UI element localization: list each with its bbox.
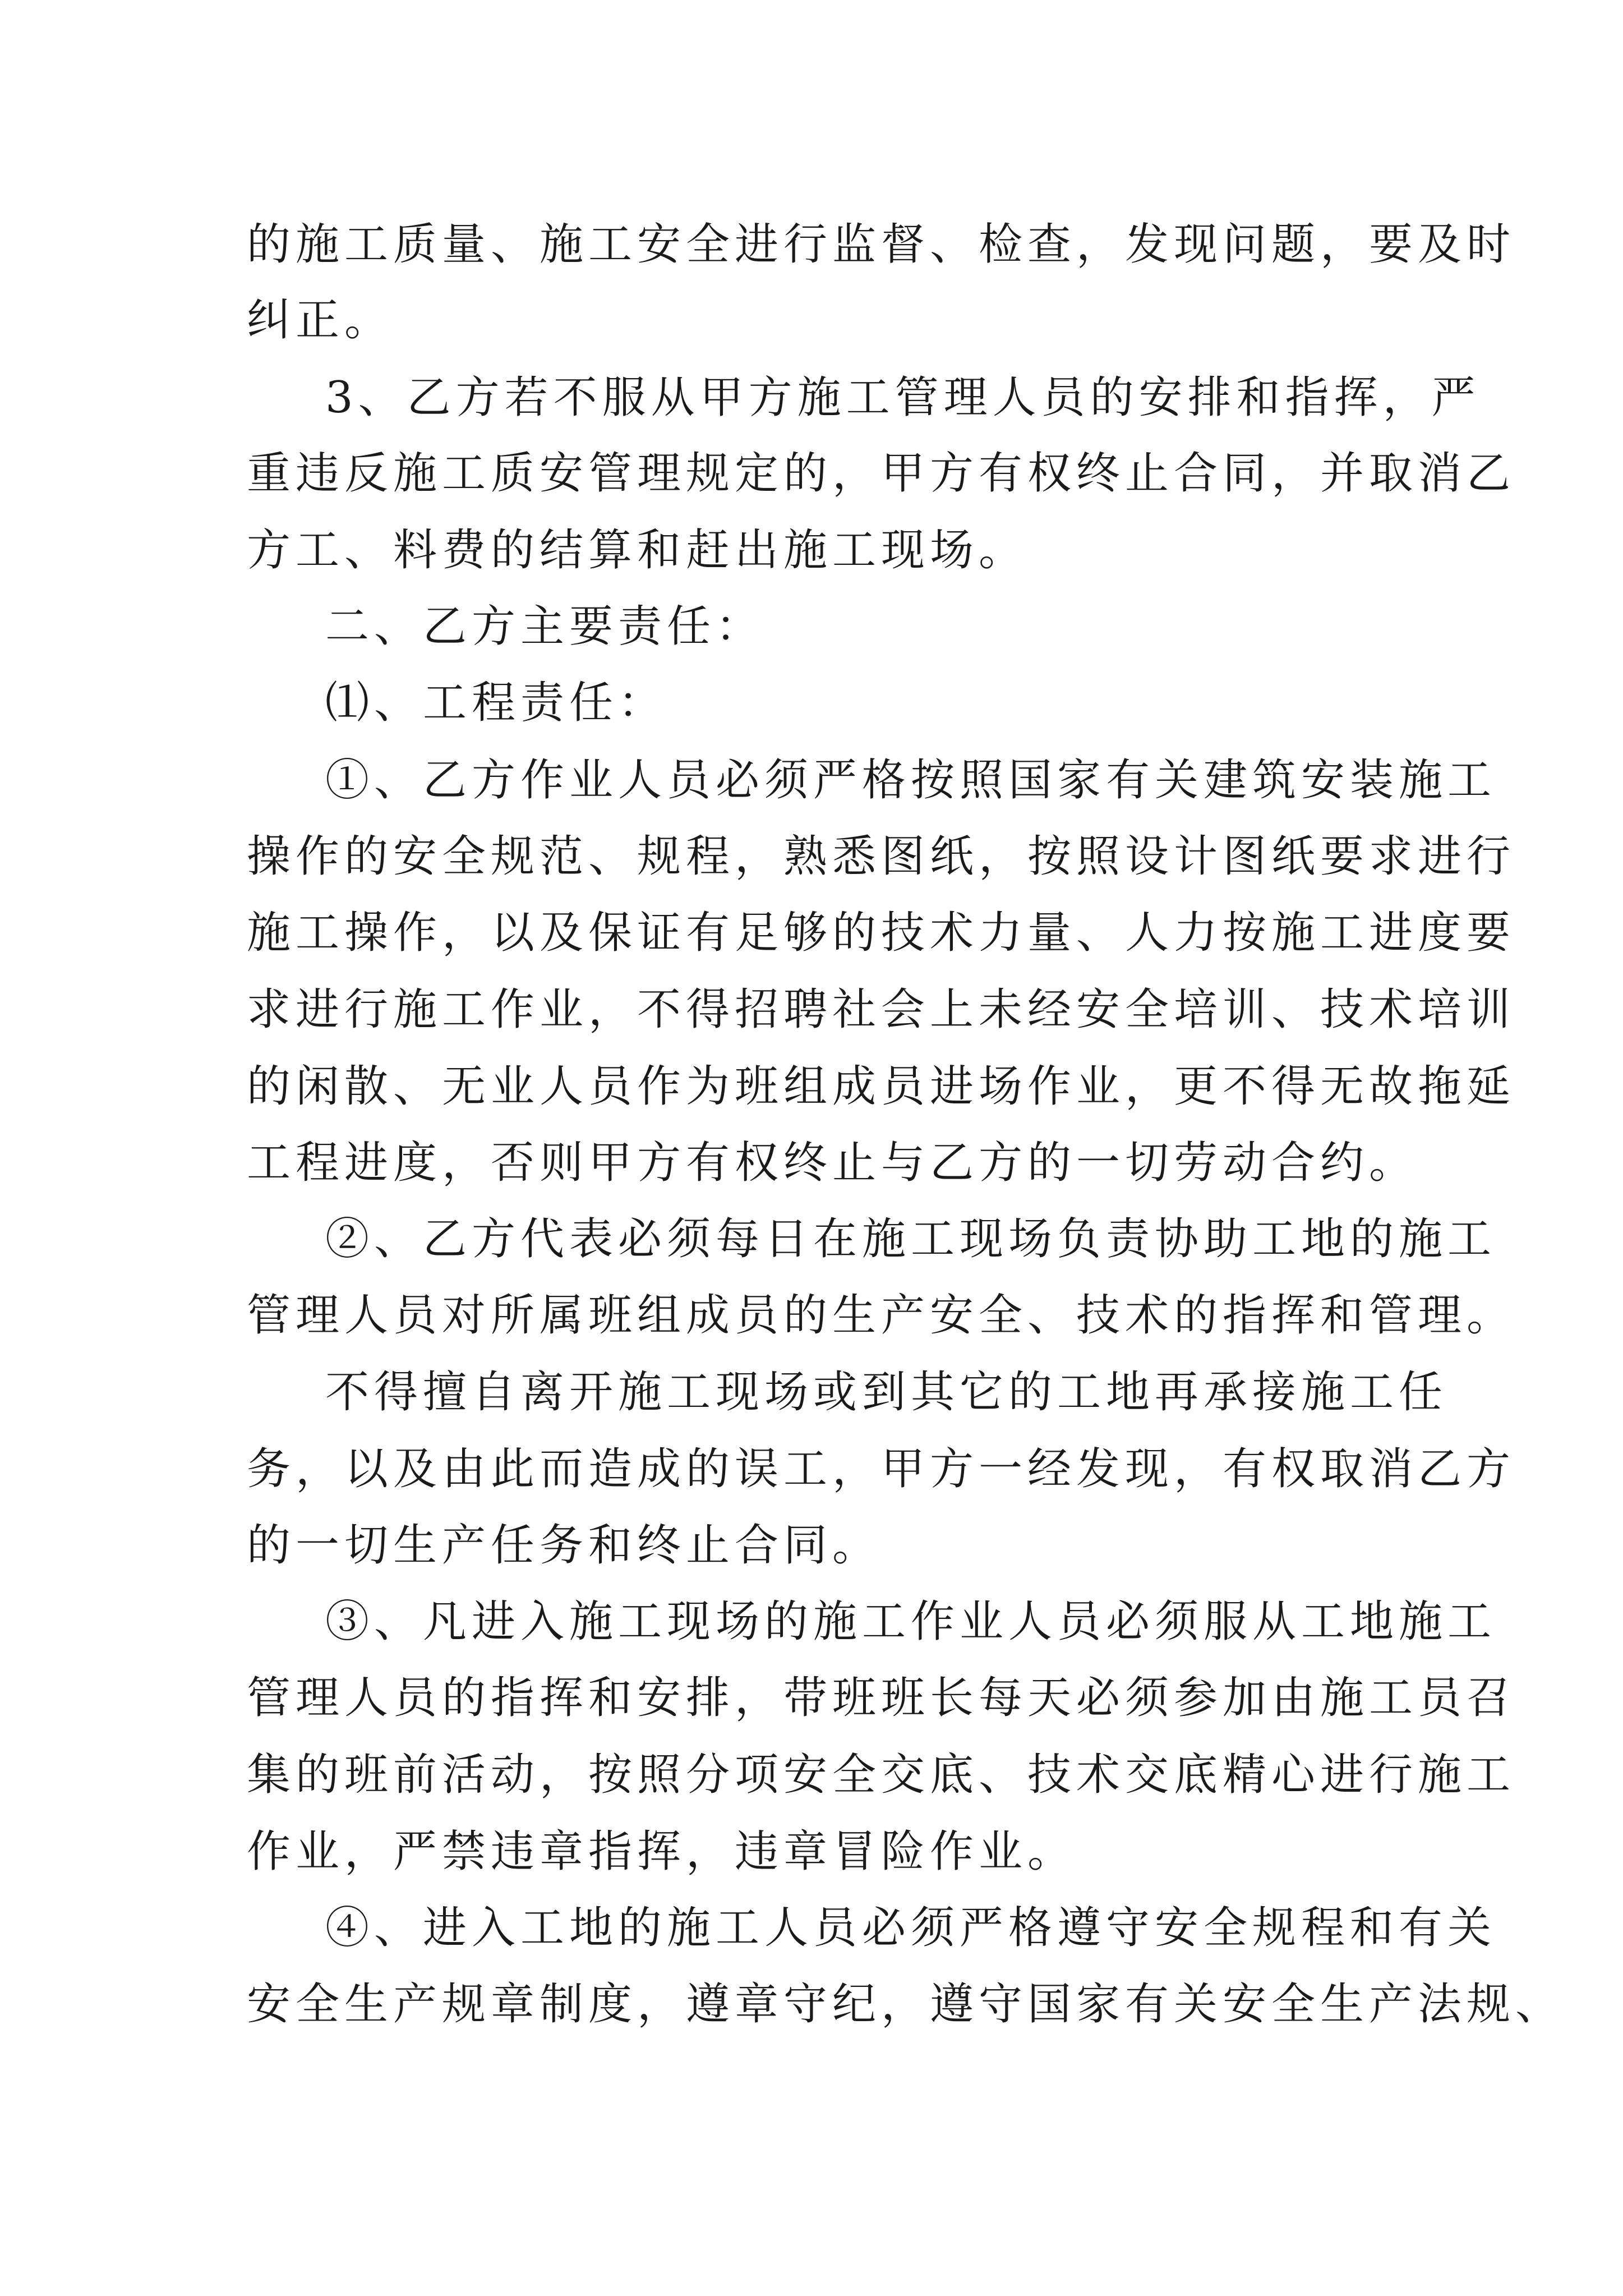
paragraph-line: 作业，严禁违章指挥，违章冒险作业。 [247, 1826, 1077, 1877]
paragraph-line: 操作的安全规范、规程，熟悉图纸，按照设计图纸要求进行 [247, 831, 1516, 882]
paragraph-line: ①、乙方作业人员必须严格按照国家有关建筑安装施工 [325, 755, 1497, 806]
paragraph-line: 的闲散、无业人员作为班组成员进场作业，更不得无故拖延 [247, 1061, 1516, 1112]
paragraph-line: 不得擅自离开施工现场或到其它的工地再承接施工任 [325, 1367, 1448, 1418]
paragraph-line: 的施工质量、施工安全进行监督、检查，发现问题，要及时 [247, 219, 1516, 270]
section-heading: 二、乙方主要责任： [325, 601, 765, 652]
paragraph-line: 3、乙方若不服从甲方施工管理人员的安排和指挥，严 [325, 372, 1481, 423]
paragraph-line: 求进行施工作业，不得招聘社会上未经安全培训、技术培训 [247, 984, 1516, 1035]
paragraph-line: 施工操作，以及保证有足够的技术力量、人力按施工进度要 [247, 908, 1516, 958]
paragraph-line: 管理人员的指挥和安排，带班班长每天必须参加由施工员召 [247, 1673, 1516, 1723]
paragraph-line: 纠正。 [247, 295, 394, 346]
paragraph-line: ④、进入工地的施工人员必须严格遵守安全规程和有关 [325, 1903, 1497, 1953]
paragraph-line: 重违反施工质安管理规定的，甲方有权终止合同，并取消乙 [247, 448, 1516, 499]
paragraph-line: 安全生产规章制度，遵章守纪，遵守国家有关安全生产法规、 [247, 1979, 1565, 2030]
paragraph-line: ③、凡进入施工现场的施工作业人员必须服从工地施工 [325, 1596, 1497, 1647]
paragraph-line: ②、乙方代表必须每日在施工现场负责协助工地的施工 [325, 1214, 1497, 1264]
paragraph-line: 的一切生产任务和终止合同。 [247, 1520, 882, 1571]
paragraph-line: 管理人员对所属班组成员的生产安全、技术的指挥和管理。 [247, 1290, 1516, 1341]
paragraph-line: 集的班前活动，按照分项安全交底、技术交底精心进行施工 [247, 1750, 1516, 1800]
paragraph-line: 方工、料费的结算和赶出施工现场。 [247, 525, 1028, 576]
paragraph-line: 务，以及由此而造成的误工，甲方一经发现，有权取消乙方 [247, 1444, 1516, 1494]
subsection-heading: ⑴、工程责任： [325, 678, 667, 728]
paragraph-line: 工程进度，否则甲方有权终止与乙方的一切劳动合约。 [247, 1138, 1418, 1188]
